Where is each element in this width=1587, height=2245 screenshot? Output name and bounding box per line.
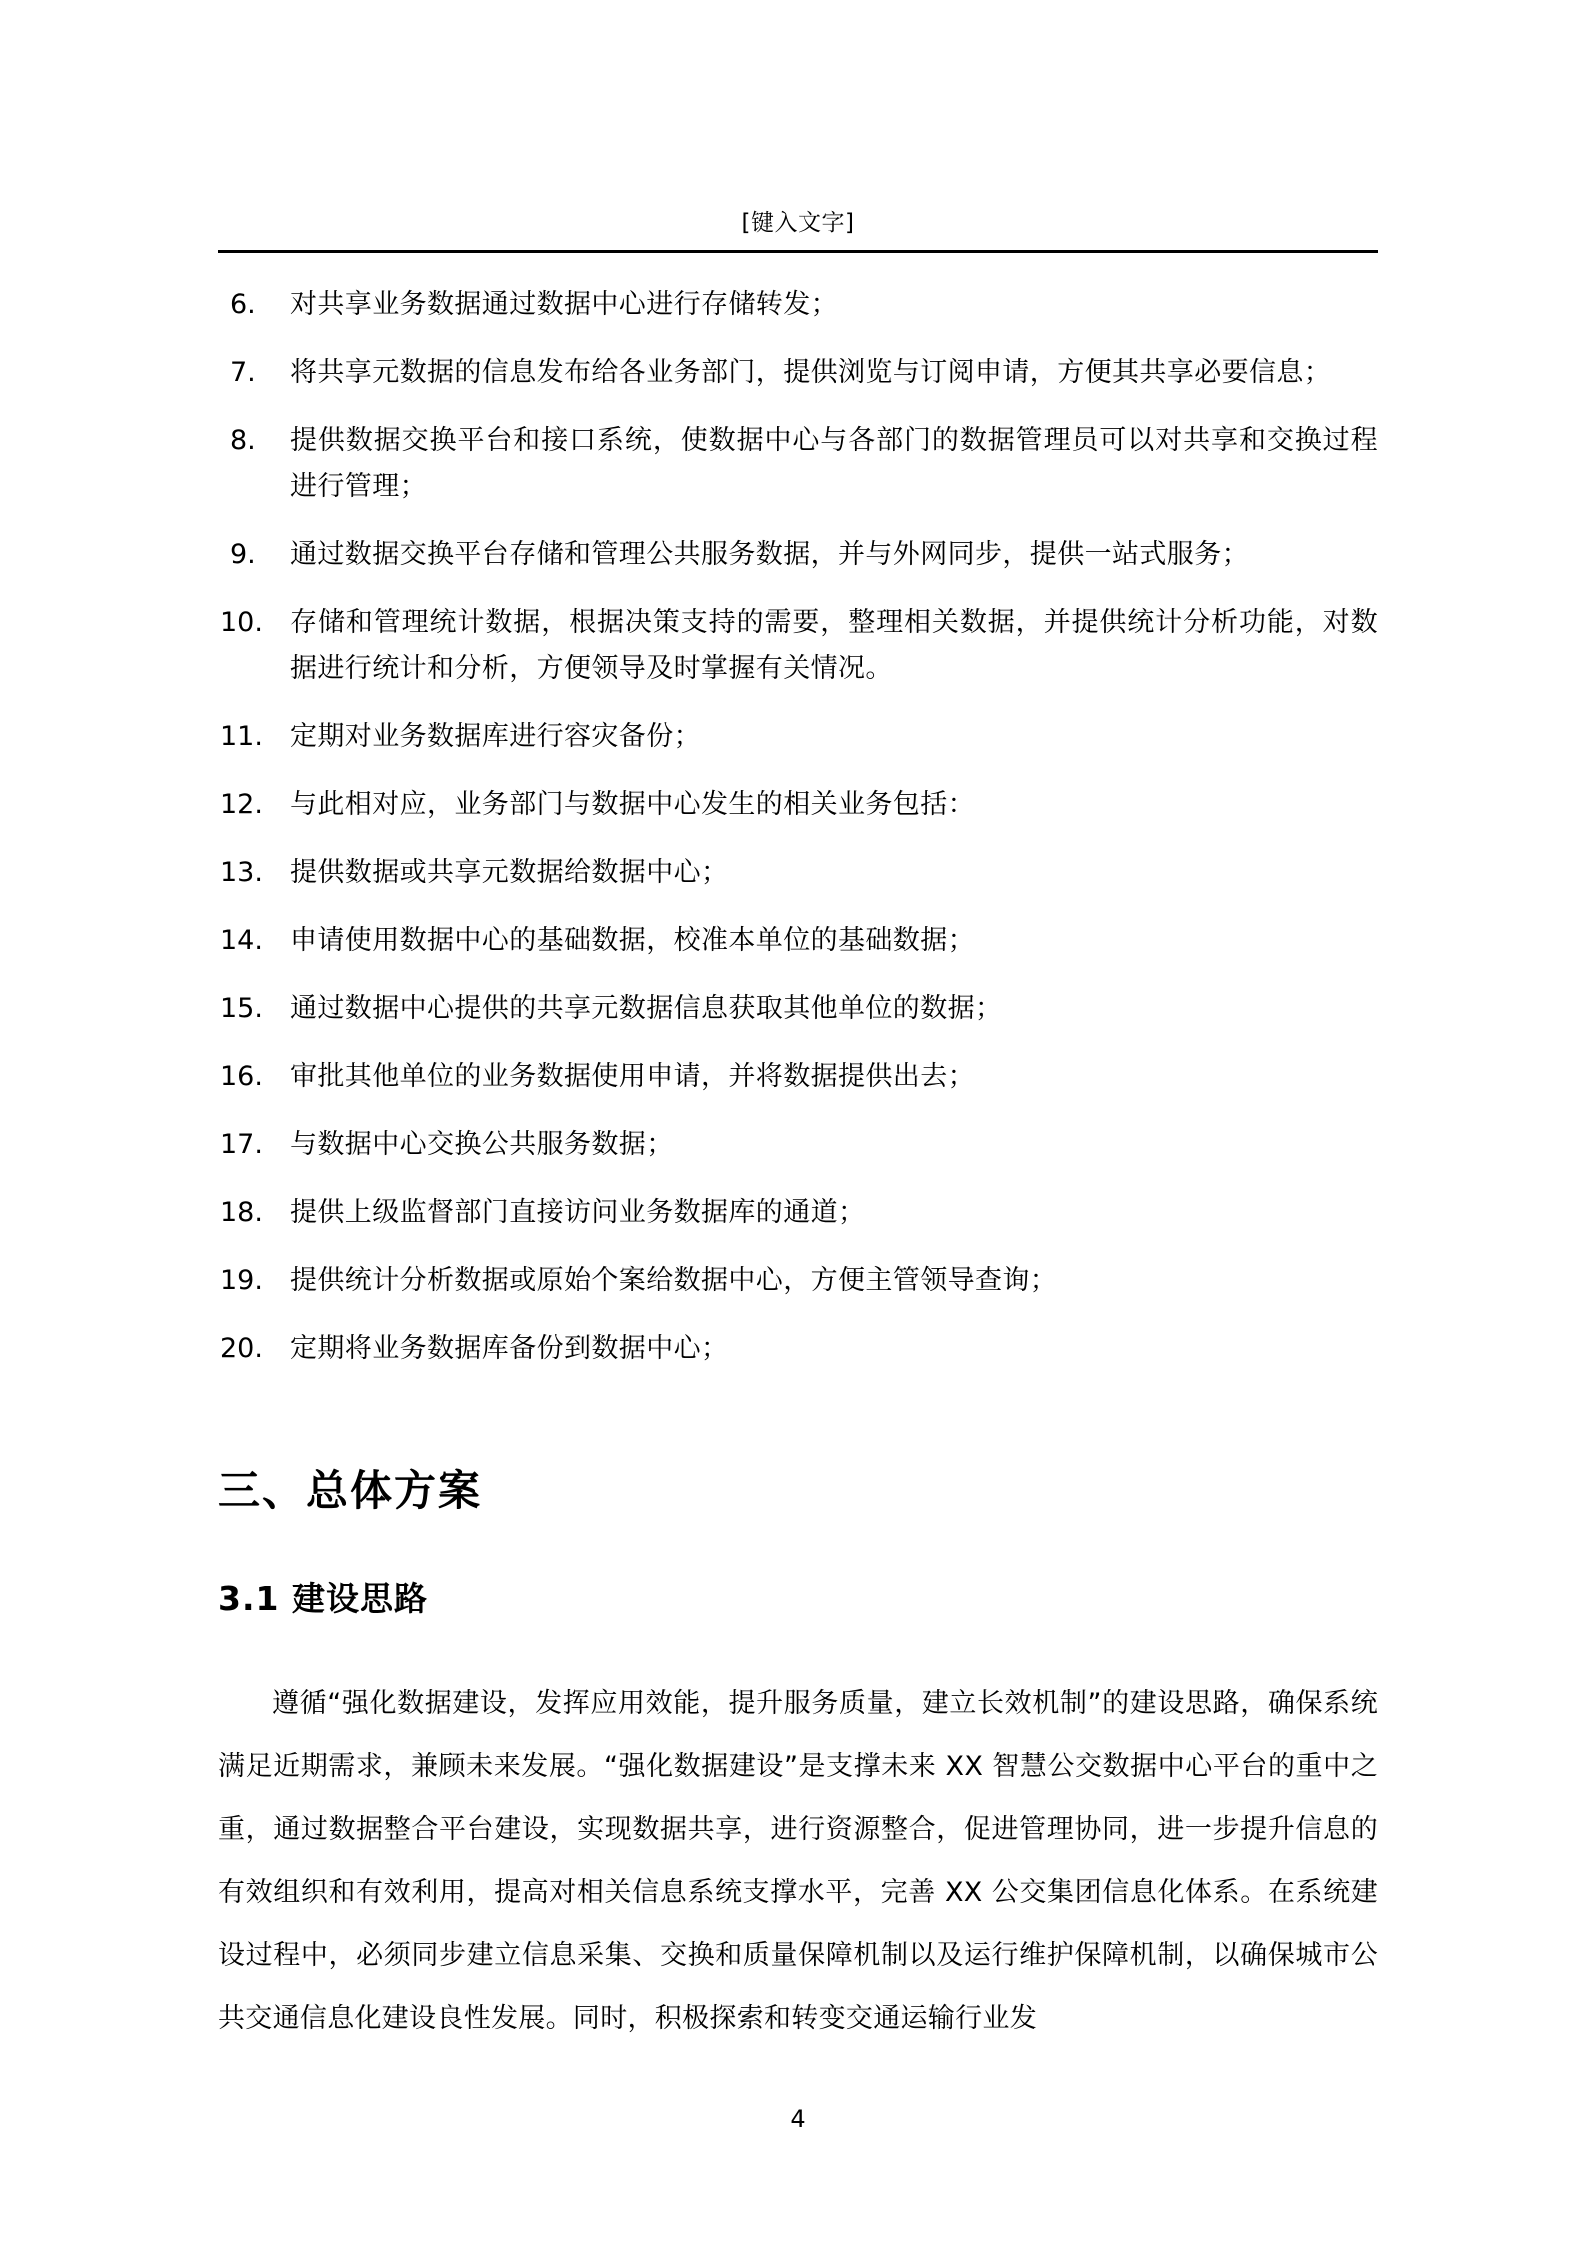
page-content-area — [218, 0, 1378, 2245]
list-item — [218, 282, 1378, 328]
list-item — [218, 350, 1378, 396]
list-item-number: 15. — [220, 993, 263, 1024]
list-item-number: 17. — [220, 1129, 263, 1160]
list-item-text: 存储和管理统计数据，根据决策支持的需要，整理相关数据，并提供统计分析功能，对数据进行统计和分析，方便领导及时掌握有关情况。 — [290, 607, 1378, 684]
list-item-number: 8. — [230, 425, 256, 456]
list-item-number: 13. — [220, 857, 263, 888]
list-item-number: 7. — [230, 357, 256, 388]
list-item-number: 10. — [220, 607, 263, 638]
list-item-text: 提供数据或共享元数据给数据中心； — [290, 857, 729, 888]
page-header — [218, 210, 1378, 253]
list-item-text: 对共享业务数据通过数据中心进行存储转发； — [290, 289, 838, 320]
page-footer — [218, 2105, 1378, 2133]
list-item-number: 11. — [220, 721, 263, 752]
list-item-text: 定期将业务数据库备份到数据中心； — [290, 1333, 729, 1364]
list-item-number: 18. — [220, 1197, 263, 1228]
list-item — [218, 986, 1378, 1032]
list-item — [218, 1326, 1378, 1372]
list-item — [218, 1258, 1378, 1304]
list-item — [218, 782, 1378, 828]
list-item-text: 申请使用数据中心的基础数据，校准本单位的基础数据； — [290, 925, 975, 956]
header-divider — [218, 250, 1378, 253]
list-item-text: 审批其他单位的业务数据使用申请，并将数据提供出去； — [290, 1061, 975, 1092]
list-item-text: 提供数据交换平台和接口系统，使数据中心与各部门的数据管理员可以对共享和交换过程进行管理； — [290, 425, 1378, 502]
list-item-number: 12. — [220, 789, 263, 820]
body-paragraph: 遵循“强化数据建设，发挥应用效能，提升服务质量，建立长效机制”的建设思路，确保系统满足近期需求，兼顾未来发展。“强化数据建设”是支撑未来 XX 智慧公交数据中心平台的重中之重，通过数据整合平台建设，实现数据共享，进行资源整合，促进管理协同，进一步提升信息的有效组织和有效利用，提高对相关信息系统支撑水平，完善 XX 公交集团信息化体系。在系统建设过程中，必须同步建立信息采集、交换和质量保障机制以及运行维护保障机制，以确保城市公共交通信息化建设良性发展。同时，积极探索和转变交通运输行业发 — [218, 1688, 1378, 2034]
list-item — [218, 1190, 1378, 1236]
list-item-text: 提供统计分析数据或原始个案给数据中心，方便主管领导查询； — [290, 1265, 1058, 1296]
list-item-number: 19. — [220, 1265, 263, 1296]
list-item-number: 9. — [230, 539, 256, 570]
section-heading: 3.1 建设思路 — [218, 1579, 428, 1618]
list-item-text: 将共享元数据的信息发布给各业务部门，提供浏览与订阅申请，方便其共享必要信息； — [290, 357, 1332, 388]
list-item-number: 16. — [220, 1061, 263, 1092]
list-item-text: 定期对业务数据库进行容灾备份； — [290, 721, 701, 752]
list-item-number: 14. — [220, 925, 263, 956]
list-item-number: 20. — [220, 1333, 263, 1364]
list-item — [218, 850, 1378, 896]
page-number: 4 — [790, 2105, 806, 2133]
list-item-number: 6. — [230, 289, 256, 320]
list-item — [218, 714, 1378, 760]
list-item-text: 通过数据中心提供的共享元数据信息获取其他单位的数据； — [290, 993, 1003, 1024]
list-item-text: 通过数据交换平台存储和管理公共服务数据，并与外网同步，提供一站式服务； — [290, 539, 1249, 570]
header-placeholder-text: [键入文字] — [741, 210, 855, 236]
list-item-text: 提供上级监督部门直接访问业务数据库的通道； — [290, 1197, 866, 1228]
list-item-text: 与此相对应，业务部门与数据中心发生的相关业务包括： — [290, 789, 975, 820]
list-item — [218, 1054, 1378, 1100]
numbered-list — [218, 282, 1378, 1394]
list-item — [218, 1122, 1378, 1168]
list-item — [218, 918, 1378, 964]
list-item — [218, 532, 1378, 578]
list-item — [218, 600, 1378, 692]
list-item — [218, 418, 1378, 510]
chapter-heading: 三、总体方案 — [218, 1466, 483, 1515]
list-item-text: 与数据中心交换公共服务数据； — [290, 1129, 674, 1160]
